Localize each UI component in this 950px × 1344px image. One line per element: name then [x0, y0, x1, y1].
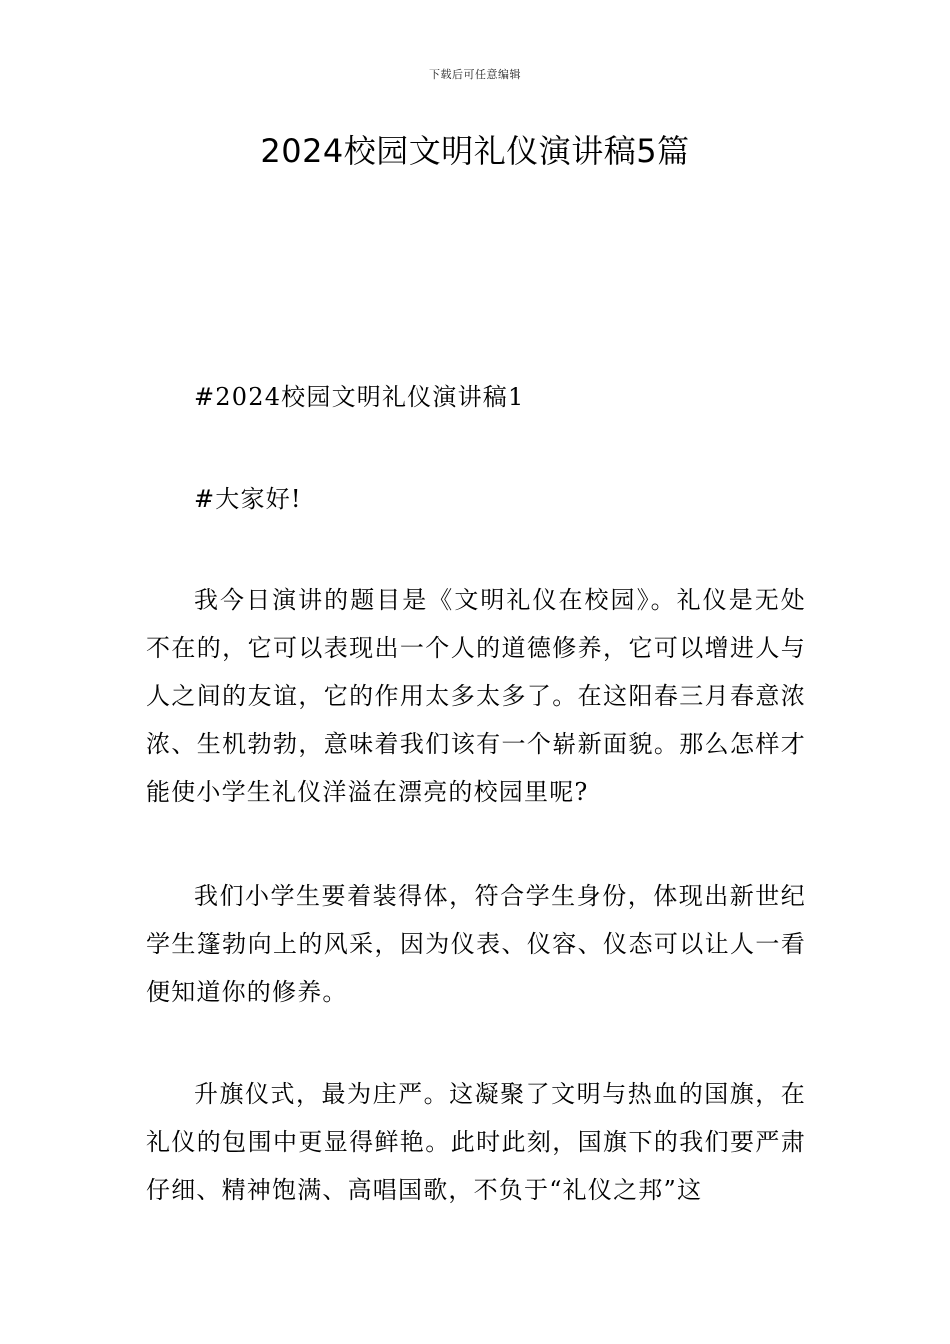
paragraph-1: 我今日演讲的题目是《文明礼仪在校园》。礼仪是无处不在的，它可以表现出一个人的道德修养，它可以增进人与人之间的友谊，它的作用太多太多了。在这阳春三月春意浓浓、生机勃勃，意味着我们该有一个崭新面貌。那么怎样才能使小学生礼仪洋溢在漂亮的校园里呢?: [146, 586, 806, 806]
section-heading: #2024校园文明礼仪演讲稿1: [194, 383, 525, 411]
header-note: 下载后可任意编辑: [429, 68, 521, 81]
paragraph-2: 我们小学生要着装得体，符合学生身份，体现出新世纪学生篷勃向上的风采，因为仪表、仪容、仪态可以让人一看便知道你的修养。: [146, 882, 806, 1006]
paragraph-3: 升旗仪式，最为庄严。这凝聚了文明与热血的国旗，在礼仪的包围中更显得鲜艳。此时此刻，国旗下的我们要严肃仔细、精神饱满、高唱国歌，不负于“礼仪之邦”这: [146, 1080, 806, 1204]
document-title: 2024校园文明礼仪演讲稿5篇: [260, 132, 690, 170]
greeting: #大家好!: [194, 485, 302, 513]
